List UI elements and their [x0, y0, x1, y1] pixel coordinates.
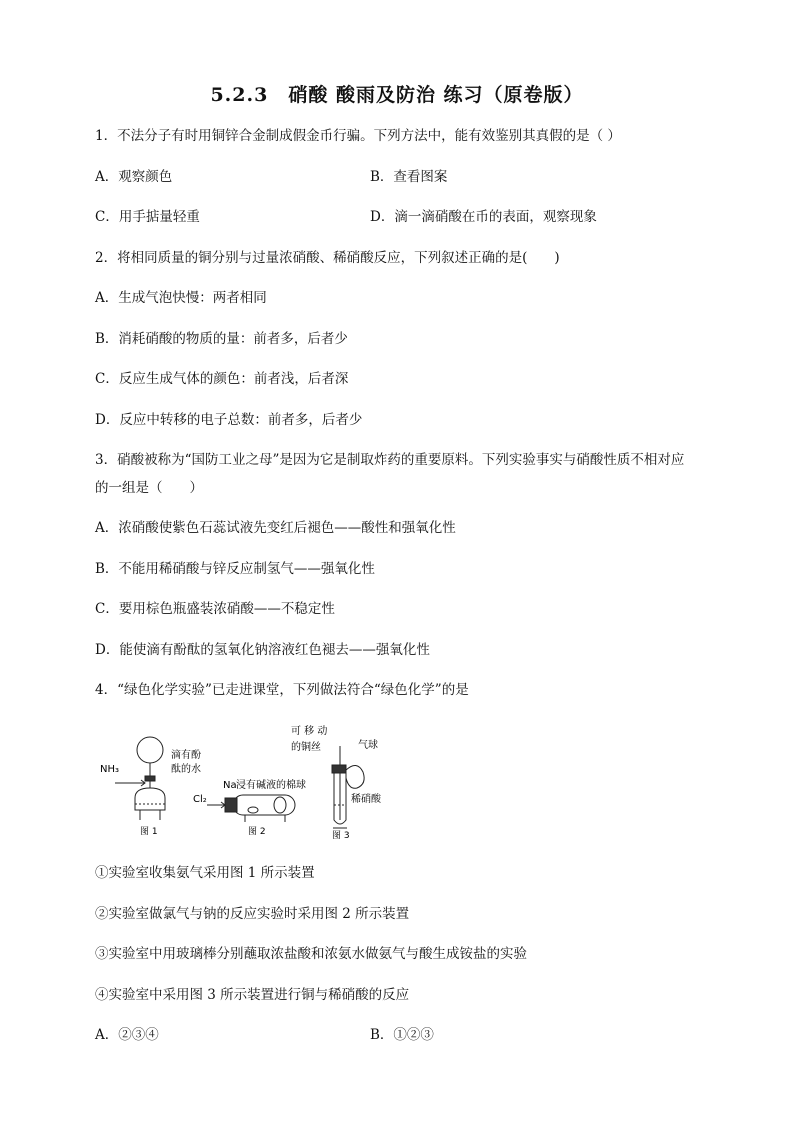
trough-shape [135, 788, 165, 810]
page-title: 5.2.3 硝酸 酸雨及防治 练习（原卷版） [210, 84, 584, 106]
q2-stem: 2．将相同质量的铜分别与过量浓硝酸、稀硝酸反应，下列叙述正确的是( ) [95, 250, 560, 266]
q2-option-c[interactable]: C．反应生成气体的颜色：前者浅，后者深 [95, 371, 349, 387]
q2-option-a[interactable]: A．生成气泡快慢：两者相同 [95, 290, 267, 306]
q4-statement-1: ①实验室收集氨气采用图 1 所示装置 [95, 865, 315, 881]
q4-statement-4: ④实验室中采用图 3 所示装置进行铜与稀硝酸的反应 [95, 987, 410, 1003]
caption-fig3: 图 3 [332, 831, 350, 840]
q1-option-d[interactable]: D．滴一滴硝酸在币的表面，观察现象 [370, 209, 597, 225]
caption-fig2: 图 2 [248, 827, 266, 837]
apparatus-figure [95, 720, 395, 840]
round-bottom-flask-shape [137, 737, 163, 763]
label-cotton-ball: 浸有碱液的棉球 [236, 780, 306, 791]
q4-statement-2: ②实验室做氯气与钠的反应实验时采用图 2 所示装置 [95, 906, 410, 922]
label-movable-2: 的铜丝 [291, 742, 321, 753]
caption-fig1: 图 1 [140, 827, 158, 837]
q3-option-a[interactable]: A．浓硝酸使紫色石蕊试液先变红后褪色——酸性和强氧化性 [95, 520, 456, 536]
q1-stem: 1．不法分子有时用铜锌合金制成假金币行骗。下列方法中，能有效鉴别其真假的是（ ） [95, 128, 621, 144]
q1-option-c[interactable]: C．用手掂量轻重 [95, 209, 200, 225]
label-balloon: 气球 [358, 740, 378, 751]
q1-option-b[interactable]: B．查看图案 [370, 169, 448, 185]
label-cl2: Cl₂ [193, 794, 207, 805]
apparatus-diagram [95, 720, 395, 840]
label-movable-1: 可 移 动 [291, 726, 328, 737]
q4-statement-3: ③实验室中用玻璃棒分别蘸取浓盐酸和浓氨水做氨气与酸生成铵盐的实验 [95, 946, 527, 962]
q1-option-a[interactable]: A．观察颜色 [95, 169, 173, 185]
q3-option-d[interactable]: D．能使滴有酚酞的氢氧化钠溶液红色褪去——强氧化性 [95, 642, 430, 658]
label-nh3: NH₃ [100, 764, 120, 775]
q4-option-b[interactable]: B．①②③ [370, 1027, 434, 1043]
q2-option-d[interactable]: D．反应中转移的电子总数：前者多，后者少 [95, 412, 363, 428]
q4-stem: 4．“绿色化学实验”已走进课堂，下列做法符合“绿色化学”的是 [95, 682, 469, 698]
label-phenol-water-2: 酞的水 [171, 764, 201, 775]
q3-option-c[interactable]: C．要用棕色瓶盛装浓硝酸——不稳定性 [95, 601, 335, 617]
label-dilute-hno3: 稀硝酸 [351, 794, 381, 805]
q2-option-b[interactable]: B．消耗硝酸的物质的量：前者多，后者少 [95, 331, 348, 347]
label-phenol-water-1: 滴有酚 [171, 750, 201, 761]
q3-stem-line1: 3．硝酸被称为“国防工业之母”是因为它是制取炸药的重要原料。下列实验事实与硝酸性质不相对应 [95, 452, 685, 468]
q3-option-b[interactable]: B．不能用稀硝酸与锌反应制氢气——强氧化性 [95, 561, 375, 577]
q4-option-a[interactable]: A．②③④ [95, 1027, 159, 1043]
q3-stem-line2: 的一组是（ ） [95, 480, 203, 496]
label-na: Na [223, 780, 237, 791]
